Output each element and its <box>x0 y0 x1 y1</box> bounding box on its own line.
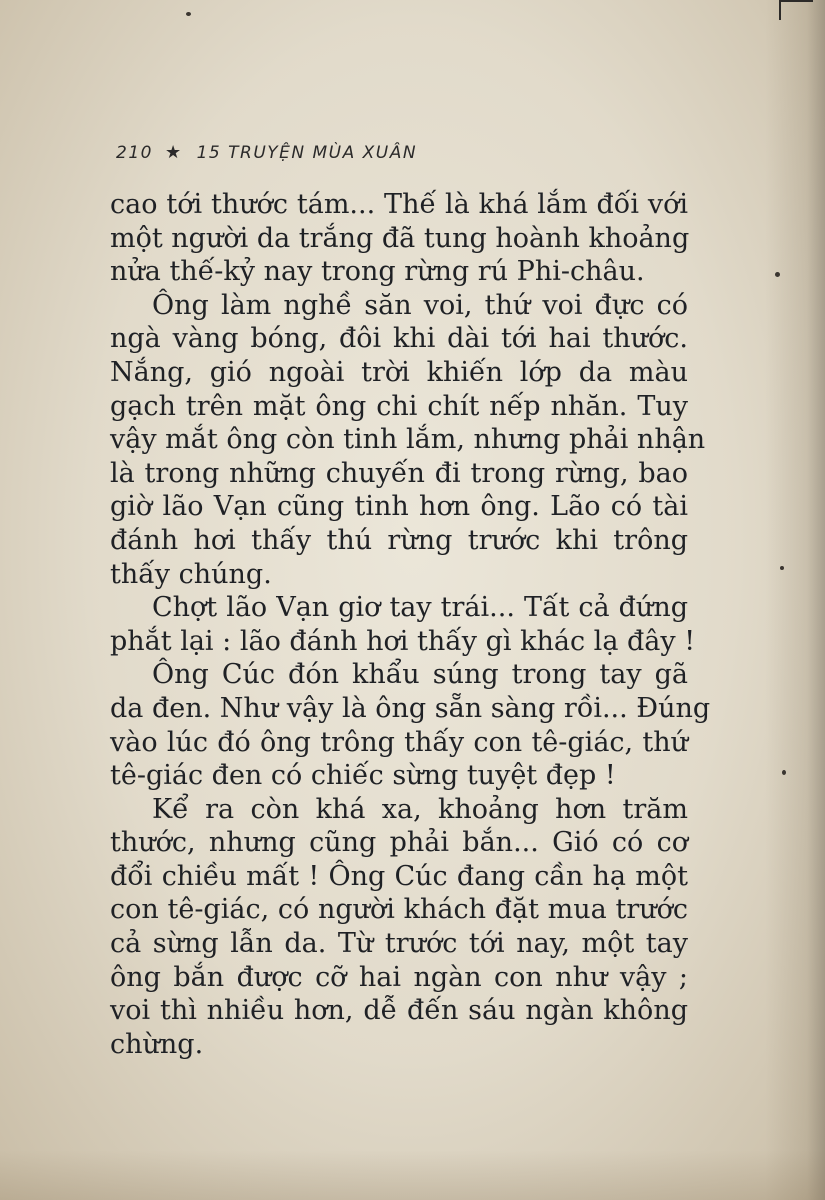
paper-speck <box>780 566 784 570</box>
text-line: thấy chúng. <box>110 558 272 590</box>
text-line: thước, nhưng cũng phải bắn... Gió có cơ <box>110 827 688 859</box>
book-title: 15 TRUYỆN MÙA XUÂN <box>196 143 418 163</box>
text-line: tê-giác đen có chiếc sừng tuyệt đẹp ! <box>110 760 616 792</box>
paper-speck <box>775 272 780 277</box>
page-edge-shadow <box>765 0 825 1200</box>
text-line: giờ lão Vạn cũng tinh hơn ông. Lão có tài <box>110 491 688 523</box>
text-line: đổi chiều mất ! Ông Cúc đang cần hạ một <box>110 860 688 892</box>
paper-speck <box>186 12 191 16</box>
text-line: Ông làm nghề săn voi, thứ voi đực có <box>152 289 688 321</box>
corner-crop-mark <box>779 0 813 20</box>
text-line: Ông Cúc đón khẩu súng trong tay gã <box>152 659 688 691</box>
text-line: phắt lại : lão đánh hơi thấy gì khác lạ đây ! <box>110 625 696 657</box>
text-line: chừng. <box>110 1028 204 1060</box>
text-line: cao tới thước tám... Thế là khá lắm đối với <box>110 189 688 220</box>
text-line: ngà vàng bóng, đôi khi dài tới hai thước. <box>110 323 688 355</box>
star-icon: ★ <box>164 142 183 163</box>
text-line: voi thì nhiều hơn, dễ đến sáu ngàn không <box>110 995 688 1027</box>
text-line: ông bắn được cỡ hai ngàn con như vậy ; <box>110 961 688 993</box>
text-line: gạch trên mặt ông chi chít nếp nhăn. Tuy <box>110 390 688 422</box>
text-line: vào lúc đó ông trông thấy con tê-giác, thứ <box>110 726 688 758</box>
text-line: là trong những chuyến đi trong rừng, bao <box>110 457 688 489</box>
text-line: da đen. Như vậy là ông sẵn sàng rồi... Đúng <box>110 692 711 724</box>
page-number: 210 <box>116 143 153 163</box>
paper-speck <box>782 770 786 775</box>
text-line: Kể ra còn khá xa, khoảng hơn trăm <box>152 793 688 825</box>
text-line: con tê-giác, có người khách đặt mua trước <box>110 894 688 926</box>
text-line: Nắng, gió ngoài trời khiến lớp da màu <box>110 356 688 388</box>
page-bottom-shadow <box>0 1150 825 1200</box>
text-line: vậy mắt ông còn tinh lắm, nhưng phải nhận <box>110 424 706 456</box>
text-line: một người da trắng đã tung hoành khoảng <box>110 222 690 254</box>
story-text <box>110 188 711 1061</box>
text-line: nửa thế-kỷ nay trong rừng rú Phi-châu. <box>110 256 645 288</box>
text-line: đánh hơi thấy thú rừng trước khi trông <box>110 524 688 556</box>
text-line: cả sừng lẫn da. Từ trước tới nay, một tay <box>110 928 688 960</box>
running-header <box>116 142 417 163</box>
text-line: Chợt lão Vạn giơ tay trái... Tất cả đứng <box>152 592 688 624</box>
